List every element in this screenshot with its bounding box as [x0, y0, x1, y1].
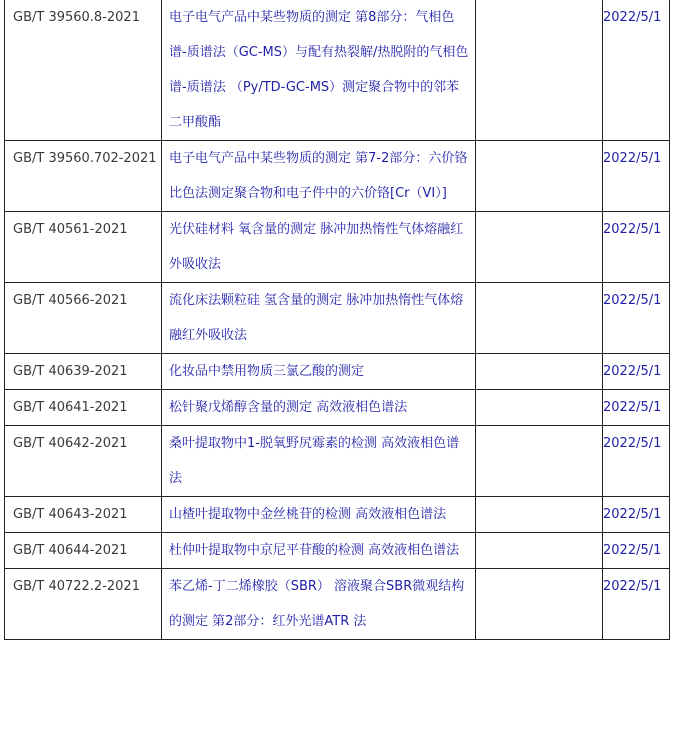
standard-title: 桑叶提取物中1-脱氧野尻霉素的检测 高效液相色谱法 [169, 436, 460, 486]
empty-cell [476, 569, 603, 640]
standard-code: GB/T 40642-2021 [5, 426, 162, 497]
implementation-date: 2022/5/1 [603, 497, 670, 533]
implementation-date: 2022/5/1 [603, 212, 670, 283]
standard-code: GB/T 40561-2021 [5, 212, 162, 283]
table-row [5, 533, 670, 569]
implementation-date: 2022/5/1 [603, 390, 670, 426]
standard-code: GB/T 40639-2021 [5, 354, 162, 390]
empty-cell [476, 212, 603, 283]
table-row [5, 390, 670, 426]
standard-code: GB/T 40722.2-2021 [5, 569, 162, 640]
standard-title-cell [162, 497, 476, 533]
standard-title-cell [162, 426, 476, 497]
standard-title: 流化床法颗粒硅 氢含量的测定 脉冲加热惰性气体熔融红外吸收法 [169, 293, 464, 343]
standard-code: GB/T 40566-2021 [5, 283, 162, 354]
implementation-date: 2022/5/1 [603, 283, 670, 354]
standard-code: GB/T 40641-2021 [5, 390, 162, 426]
standard-title: 苯乙烯-丁二烯橡胶（SBR） 溶液聚合SBR微观结构的测定 第2部分：红外光谱ATR 法 [169, 579, 465, 629]
table-row [5, 569, 670, 640]
empty-cell [476, 533, 603, 569]
implementation-date: 2022/5/1 [603, 426, 670, 497]
standard-code: GB/T 40643-2021 [5, 497, 162, 533]
standard-title: 松针聚戊烯醇含量的测定 高效液相色谱法 [169, 400, 408, 415]
empty-cell [476, 0, 603, 141]
empty-cell [476, 354, 603, 390]
standard-title-cell [162, 283, 476, 354]
empty-cell [476, 283, 603, 354]
implementation-date: 2022/5/1 [603, 533, 670, 569]
table-row [5, 141, 670, 212]
table-row [5, 0, 670, 141]
standard-title: 光伏硅材料 氧含量的测定 脉冲加热惰性气体熔融红外吸收法 [169, 222, 464, 272]
standard-title-cell [162, 141, 476, 212]
standard-title: 山楂叶提取物中金丝桃苷的检测 高效液相色谱法 [169, 507, 447, 522]
empty-cell [476, 390, 603, 426]
table-row [5, 283, 670, 354]
empty-cell [476, 141, 603, 212]
standard-title: 电子电气产品中某些物质的测定 第8部分：气相色谱-质谱法（GC-MS）与配有热裂解/热脱附的气相色谱-质谱法 （Py/TD-GC-MS）测定聚合物中的邻苯二甲酸酯 [169, 10, 469, 130]
standard-title-cell [162, 569, 476, 640]
standards-table [4, 0, 670, 640]
implementation-date: 2022/5/1 [603, 354, 670, 390]
standard-title: 化妆品中禁用物质三氯乙酸的测定 [169, 364, 365, 379]
standard-title-cell [162, 212, 476, 283]
standard-title: 电子电气产品中某些物质的测定 第7-2部分：六价铬 比色法测定聚合物和电子件中的六价铬[Cr（VI）] [169, 151, 468, 201]
empty-cell [476, 497, 603, 533]
standard-title-cell [162, 533, 476, 569]
standard-code: GB/T 40644-2021 [5, 533, 162, 569]
implementation-date: 2022/5/1 [603, 569, 670, 640]
implementation-date: 2022/5/1 [603, 0, 670, 141]
table-row [5, 354, 670, 390]
empty-cell [476, 426, 603, 497]
standard-title-cell [162, 390, 476, 426]
standard-title: 杜仲叶提取物中京尼平苷酸的检测 高效液相色谱法 [169, 543, 460, 558]
implementation-date: 2022/5/1 [603, 141, 670, 212]
table-row [5, 212, 670, 283]
standard-code: GB/T 39560.702-2021 [5, 141, 162, 212]
table-row [5, 497, 670, 533]
standard-title-cell [162, 0, 476, 141]
standard-code: GB/T 39560.8-2021 [5, 0, 162, 141]
standard-title-cell [162, 354, 476, 390]
table-row [5, 426, 670, 497]
